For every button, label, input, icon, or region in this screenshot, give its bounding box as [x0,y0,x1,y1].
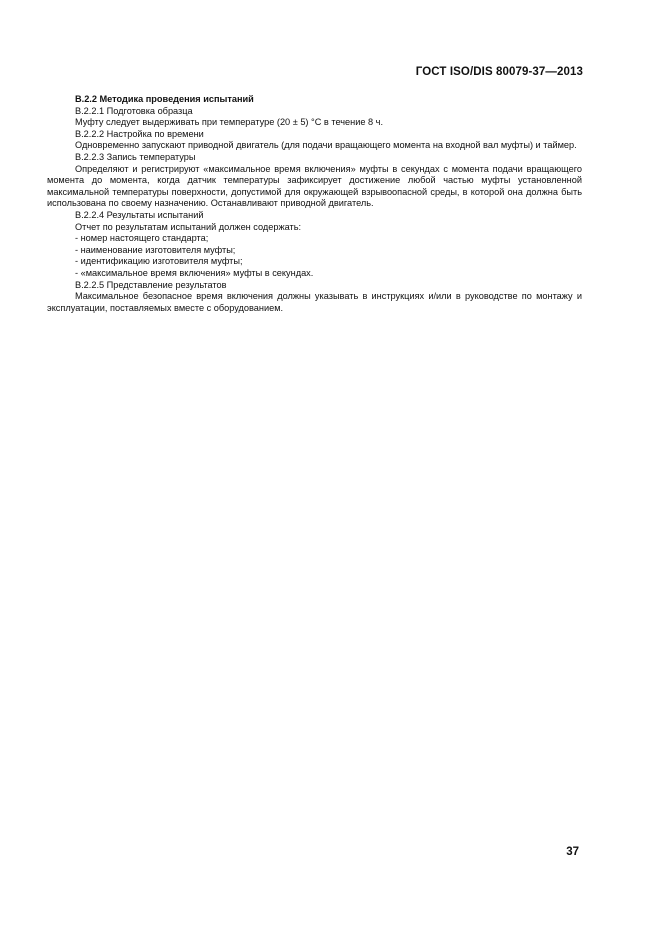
section-b225-title: В.2.2.5 Представление результатов [75,279,227,290]
document-body [47,94,582,314]
section-b221-title: В.2.2.1 Подготовка образца [75,105,193,116]
list-item: - номер настоящего стандарта; [75,233,209,244]
list-item: - наименование изготовителя муфты; [75,244,236,255]
document-header-standard-code: ГОСТ ISO/DIS 80079-37—2013 [415,66,583,78]
section-b223-title: В.2.2.3 Запись температуры [75,151,196,162]
section-b224-intro: Отчет по результатам испытаний должен содержать: [75,221,302,232]
section-b225-text: Максимальное безопасное время включения должны указывать в инструкциях и/или в руководстве по монтажу и эксплуатации, поставляемых вместе с оборудованием. [47,291,582,313]
section-b223-text: Определяют и регистрируют «максимальное время включения» муфты в секундах с момента подачи вращающего момента до момента, когда датчик температуры зафиксирует достижение любой частью муфты установленной максимальной температуры поверхности, допустимой для окружающей взрывоопасной среды, в которой она должна быть использована по своему назначению. Останавливают приводной двигатель. [47,163,582,209]
list-item: - идентификацию изготовителя муфты; [75,256,243,267]
page-number: 37 [566,846,579,858]
list-item: - «максимальное время включения» муфты в секундах. [75,267,314,278]
section-b224-title: В.2.2.4 Результаты испытаний [75,209,204,220]
section-b222-text: Одновременно запускают приводной двигатель (для подачи вращающего момента на входной вал муфты) и таймер. [75,140,577,151]
section-b221-text: Муфту следует выдерживать при температуре (20 ± 5) °С в течение 8 ч. [75,117,384,128]
section-b222-title: В.2.2.2 Настройка по времени [75,128,204,139]
section-b22-title: В.2.2 Методика проведения испытаний [75,94,254,104]
